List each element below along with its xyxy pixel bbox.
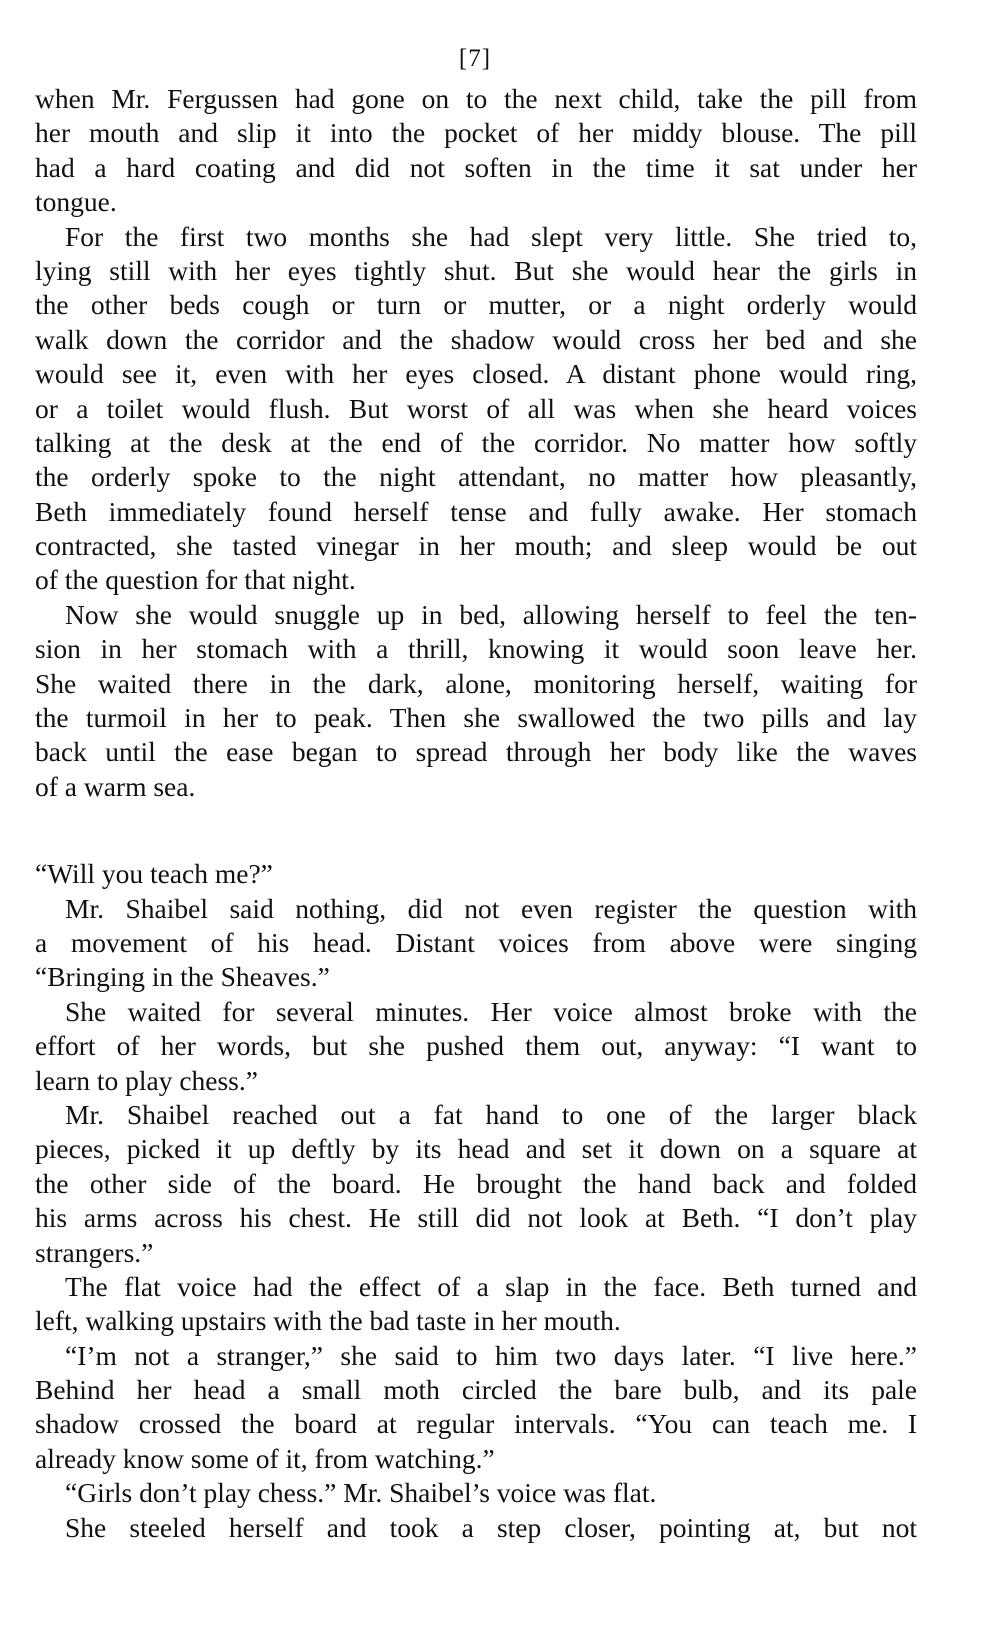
- text-line: of a warm sea.: [35, 770, 196, 802]
- text-line: contracted, she tasted vinegar in her mouth; and sleep would be out: [35, 530, 917, 562]
- text-line: Beth immediately found herself tense and fully awake. Her stomach: [35, 495, 917, 527]
- body-text: [35, 82, 917, 1545]
- text-line: effort of her words, but she pushed them out, anyway: “I want to: [35, 1030, 917, 1062]
- text-line: the turmoil in her to peak. Then she swallowed the two pills and lay: [35, 702, 917, 734]
- text-line: sion in her stomach with a thrill, knowing it would soon leave her.: [35, 633, 917, 665]
- text-line: lying still with her eyes tightly shut. But she would hear the girls in: [35, 254, 917, 286]
- text-line: her mouth and slip it into the pocket of her middy blouse. The pill: [35, 117, 917, 149]
- text-line: The flat voice had the effect of a slap in the face. Beth turned and: [65, 1270, 917, 1302]
- text-line: had a hard coating and did not soften in the time it sat under her: [35, 151, 917, 183]
- text-line: She waited there in the dark, alone, monitoring herself, waiting for: [35, 667, 917, 699]
- page-number: [7]: [458, 45, 492, 72]
- paragraph: [35, 220, 917, 598]
- paragraph: [35, 1098, 917, 1270]
- text-line: walk down the corridor and the shadow would cross her bed and she: [35, 323, 917, 355]
- text-line: tongue.: [35, 186, 117, 218]
- text-line: pieces, picked it up deftly by its head and set it down on a square at: [35, 1133, 917, 1165]
- text-line: the orderly spoke to the night attendant, no matter how pleasantly,: [35, 461, 917, 493]
- text-line: For the first two months she had slept very little. She tried to,: [65, 220, 917, 252]
- section-break: [35, 804, 917, 857]
- text-line: shadow crossed the board at regular intervals. “You can teach me. I: [35, 1408, 917, 1440]
- text-line: She waited for several minutes. Her voice almost broke with the: [65, 995, 917, 1027]
- text-line: talking at the desk at the end of the corridor. No matter how softly: [35, 426, 917, 458]
- text-line: when Mr. Fergussen had gone on to the next child, take the pill from: [35, 83, 917, 114]
- text-line: the other beds cough or turn or mutter, or a night orderly would: [35, 289, 917, 321]
- text-line: of the question for that night.: [35, 564, 356, 596]
- text-line: Mr. Shaibel said nothing, did not even register the question with: [65, 892, 917, 924]
- paragraph: [35, 1476, 917, 1510]
- text-line: learn to play chess.”: [35, 1064, 258, 1096]
- paragraph: [35, 1270, 917, 1339]
- text-line: She steeled herself and took a step closer, pointing at, but not: [65, 1511, 917, 1543]
- text-line: would see it, even with her eyes closed. A distant phone would ring,: [35, 358, 917, 390]
- text-line: strangers.”: [35, 1236, 154, 1268]
- text-line: “Bringing in the Sheaves.”: [35, 961, 330, 993]
- paragraph: [35, 892, 917, 995]
- text-line: Mr. Shaibel reached out a fat hand to one of the larger black: [65, 1098, 917, 1130]
- paragraph: [35, 1511, 917, 1545]
- text-line: a movement of his head. Distant voices from above were singing: [35, 926, 917, 958]
- text-line: left, walking upstairs with the bad taste in her mouth.: [35, 1305, 621, 1337]
- paragraph: [35, 1339, 917, 1477]
- text-line: or a toilet would flush. But worst of all was when she heard voices: [35, 392, 917, 424]
- text-line: “I’m not a stranger,” she said to him two days later. “I live here.”: [65, 1339, 917, 1371]
- text-line: already know some of it, from watching.”: [35, 1442, 495, 1474]
- text-line: “Will you teach me?”: [35, 858, 273, 890]
- text-line: his arms across his chest. He still did not look at Beth. “I don’t play: [35, 1202, 917, 1234]
- text-line: “Girls don’t play chess.” Mr. Shaibel’s voice was flat.: [65, 1477, 657, 1509]
- paragraph: [35, 598, 917, 804]
- paragraph: [35, 82, 917, 220]
- paragraph: [35, 857, 917, 891]
- text-line: back until the ease began to spread through her body like the waves: [35, 736, 917, 768]
- paragraph: [35, 995, 917, 1098]
- text-line: the other side of the board. He brought the hand back and folded: [35, 1167, 917, 1199]
- text-line: Behind her head a small moth circled the bare bulb, and its pale: [35, 1374, 917, 1406]
- text-line: Now she would snuggle up in bed, allowing herself to feel the ten-: [65, 598, 917, 630]
